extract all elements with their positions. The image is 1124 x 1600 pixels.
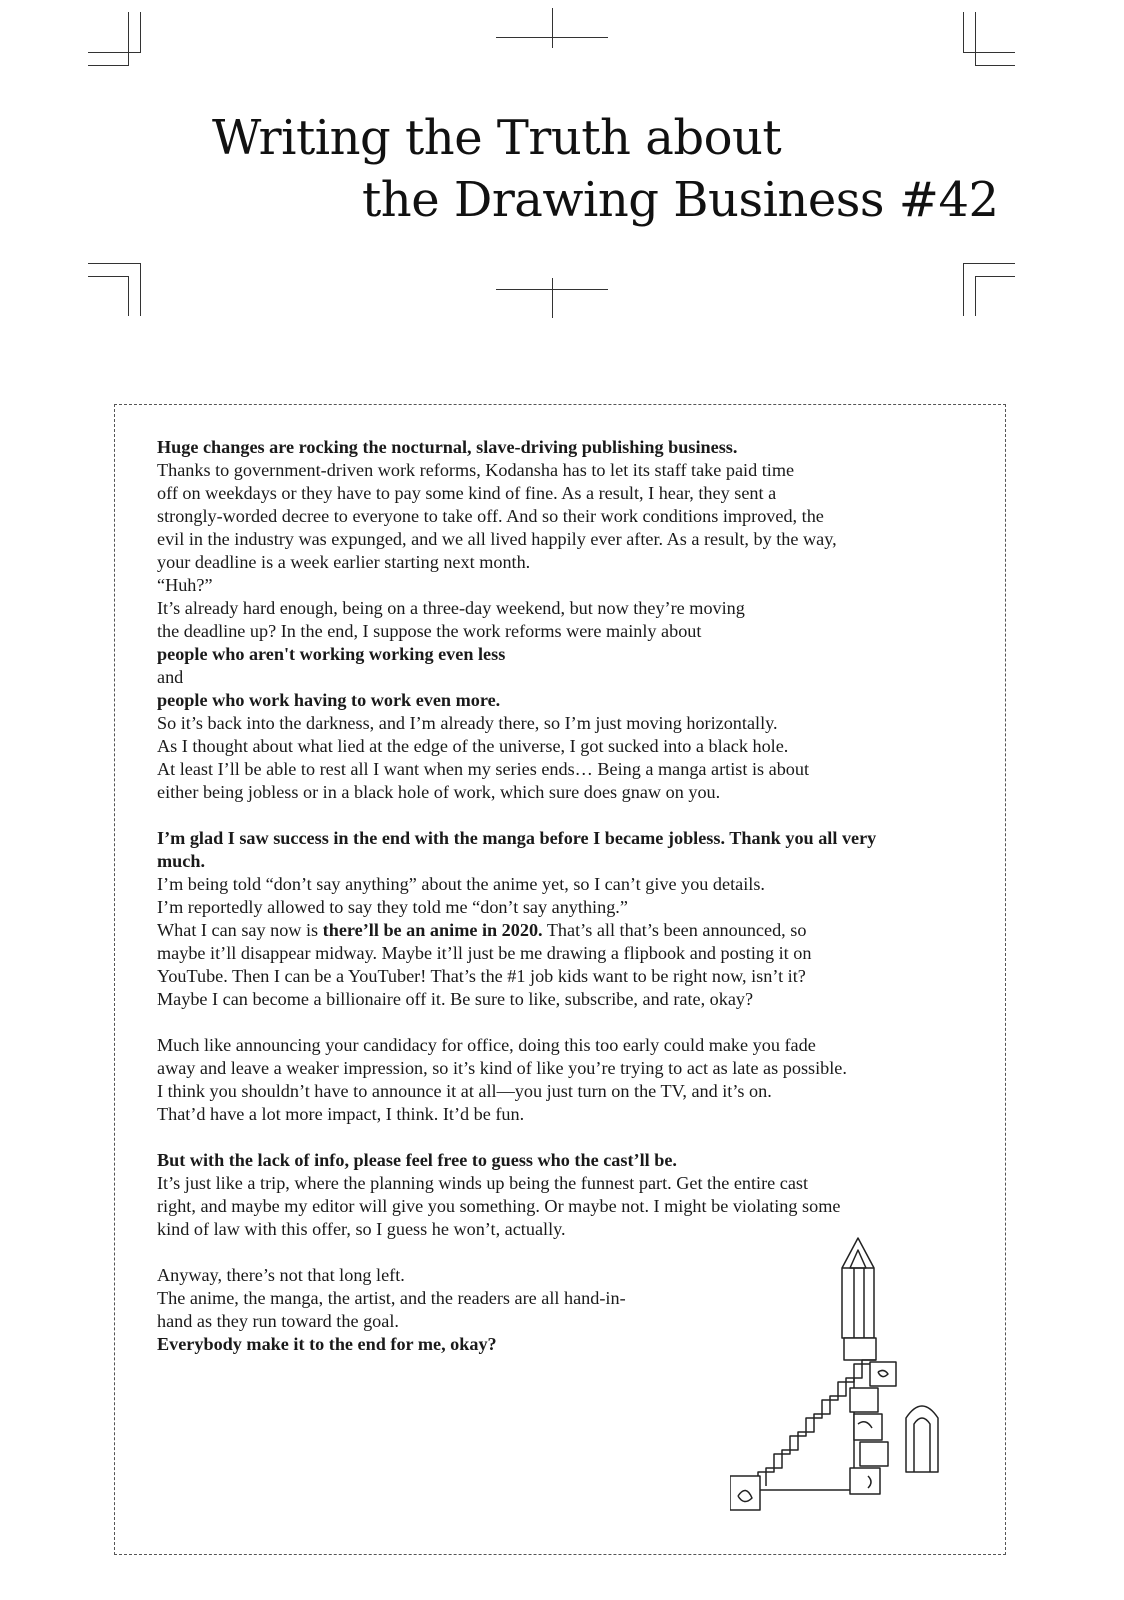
text-run: What I can say now is: [157, 920, 323, 940]
paragraph-line: YouTube. Then I can be a YouTuber! That’s the #1 job kids want to be right now, isn’t it?: [157, 966, 806, 986]
title-line-2: the Drawing Business #42: [362, 172, 999, 228]
staircase-illustration: [730, 1228, 970, 1528]
paragraph-line: It’s just like a trip, where the planning winds up being the funnest part. Get the entire cast: [157, 1173, 809, 1193]
paragraph-line: Anyway, there’s not that long left.: [157, 1265, 405, 1285]
paragraph-line: either being jobless or in a black hole of work, which sure does gnaw on you.: [157, 782, 721, 802]
title-line-1: Writing the Truth about: [212, 110, 782, 166]
paragraph-line: people who aren't working working even less: [157, 644, 506, 664]
paragraph-line: maybe it’ll disappear midway. Maybe it’ll just be me drawing a flipbook and posting it on: [157, 943, 812, 963]
paragraph-line: That’d have a lot more impact, I think. It’d be fun.: [157, 1104, 525, 1124]
paragraph-line: and: [157, 667, 184, 687]
paragraph-line: hand as they run toward the goal.: [157, 1311, 399, 1331]
paragraph-line: [157, 919, 962, 942]
paragraph-line: I think you shouldn’t have to announce it at all—you just turn on the TV, and it’s on.: [157, 1081, 772, 1101]
paragraph-line: your deadline is a week earlier starting next month.: [157, 552, 531, 572]
paragraph-line: I’m being told “don’t say anything” about the anime yet, so I can’t give you details.: [157, 874, 765, 894]
paragraph-line: Thanks to government-driven work reforms, Kodansha has to let its staff take paid time: [157, 460, 795, 480]
anime-announcement: there’ll be an anime in 2020.: [322, 920, 543, 940]
paragraph-line: As I thought about what lied at the edge of the universe, I got sucked into a black hole.: [157, 736, 789, 756]
paragraph-line: The anime, the manga, the artist, and the readers are all hand-in-: [157, 1288, 626, 1308]
paragraph-line: the deadline up? In the end, I suppose the work reforms were mainly about: [157, 621, 702, 641]
paragraph-line: off on weekdays or they have to pay some kind of fine. As a result, I hear, they sent a: [157, 483, 777, 503]
paragraph-line: It’s already hard enough, being on a three-day weekend, but now they’re moving: [157, 598, 745, 618]
paragraph-line: evil in the industry was expunged, and we all lived happily ever after. As a result, by the way,: [157, 529, 837, 549]
text-run: That’s all that’s been announced, so: [542, 920, 807, 940]
paragraph-line: right, and maybe my editor will give you something. Or maybe not. I might be violating some: [157, 1196, 841, 1216]
paragraph-line: strongly-worded decree to everyone to take off. And so their work conditions improved, the: [157, 506, 824, 526]
paragraph-line: away and leave a weaker impression, so it’s kind of like you’re trying to act as late as possible.: [157, 1058, 847, 1078]
paragraph-line: At least I’ll be able to rest all I want when my series ends… Being a manga artist is about: [157, 759, 810, 779]
paragraph-line: “Huh?”: [157, 575, 213, 595]
paragraph-line: kind of law with this offer, so I guess he won’t, actually.: [157, 1219, 566, 1239]
paragraph-line: So it’s back into the darkness, and I’m already there, so I’m just moving horizontally.: [157, 713, 778, 733]
paragraph-line: Maybe I can become a billionaire off it. Be sure to like, subscribe, and rate, okay?: [157, 989, 754, 1009]
paragraph-line: I’m reportedly allowed to say they told me “don’t say anything.”: [157, 897, 628, 917]
paragraph-line: people who work having to work even more.: [157, 690, 501, 710]
essay-body: [157, 436, 962, 1356]
paragraph-line: I’m glad I saw success in the end with the manga before I became jobless. Thank you all very much.: [157, 828, 877, 871]
paragraph-line: Huge changes are rocking the nocturnal, slave-driving publishing business.: [157, 437, 738, 457]
paragraph-line: But with the lack of info, please feel free to guess who the cast’ll be.: [157, 1150, 677, 1170]
paragraph-line: Everybody make it to the end for me, okay?: [157, 1334, 497, 1354]
paragraph-line: Much like announcing your candidacy for office, doing this too early could make you fade: [157, 1035, 816, 1055]
